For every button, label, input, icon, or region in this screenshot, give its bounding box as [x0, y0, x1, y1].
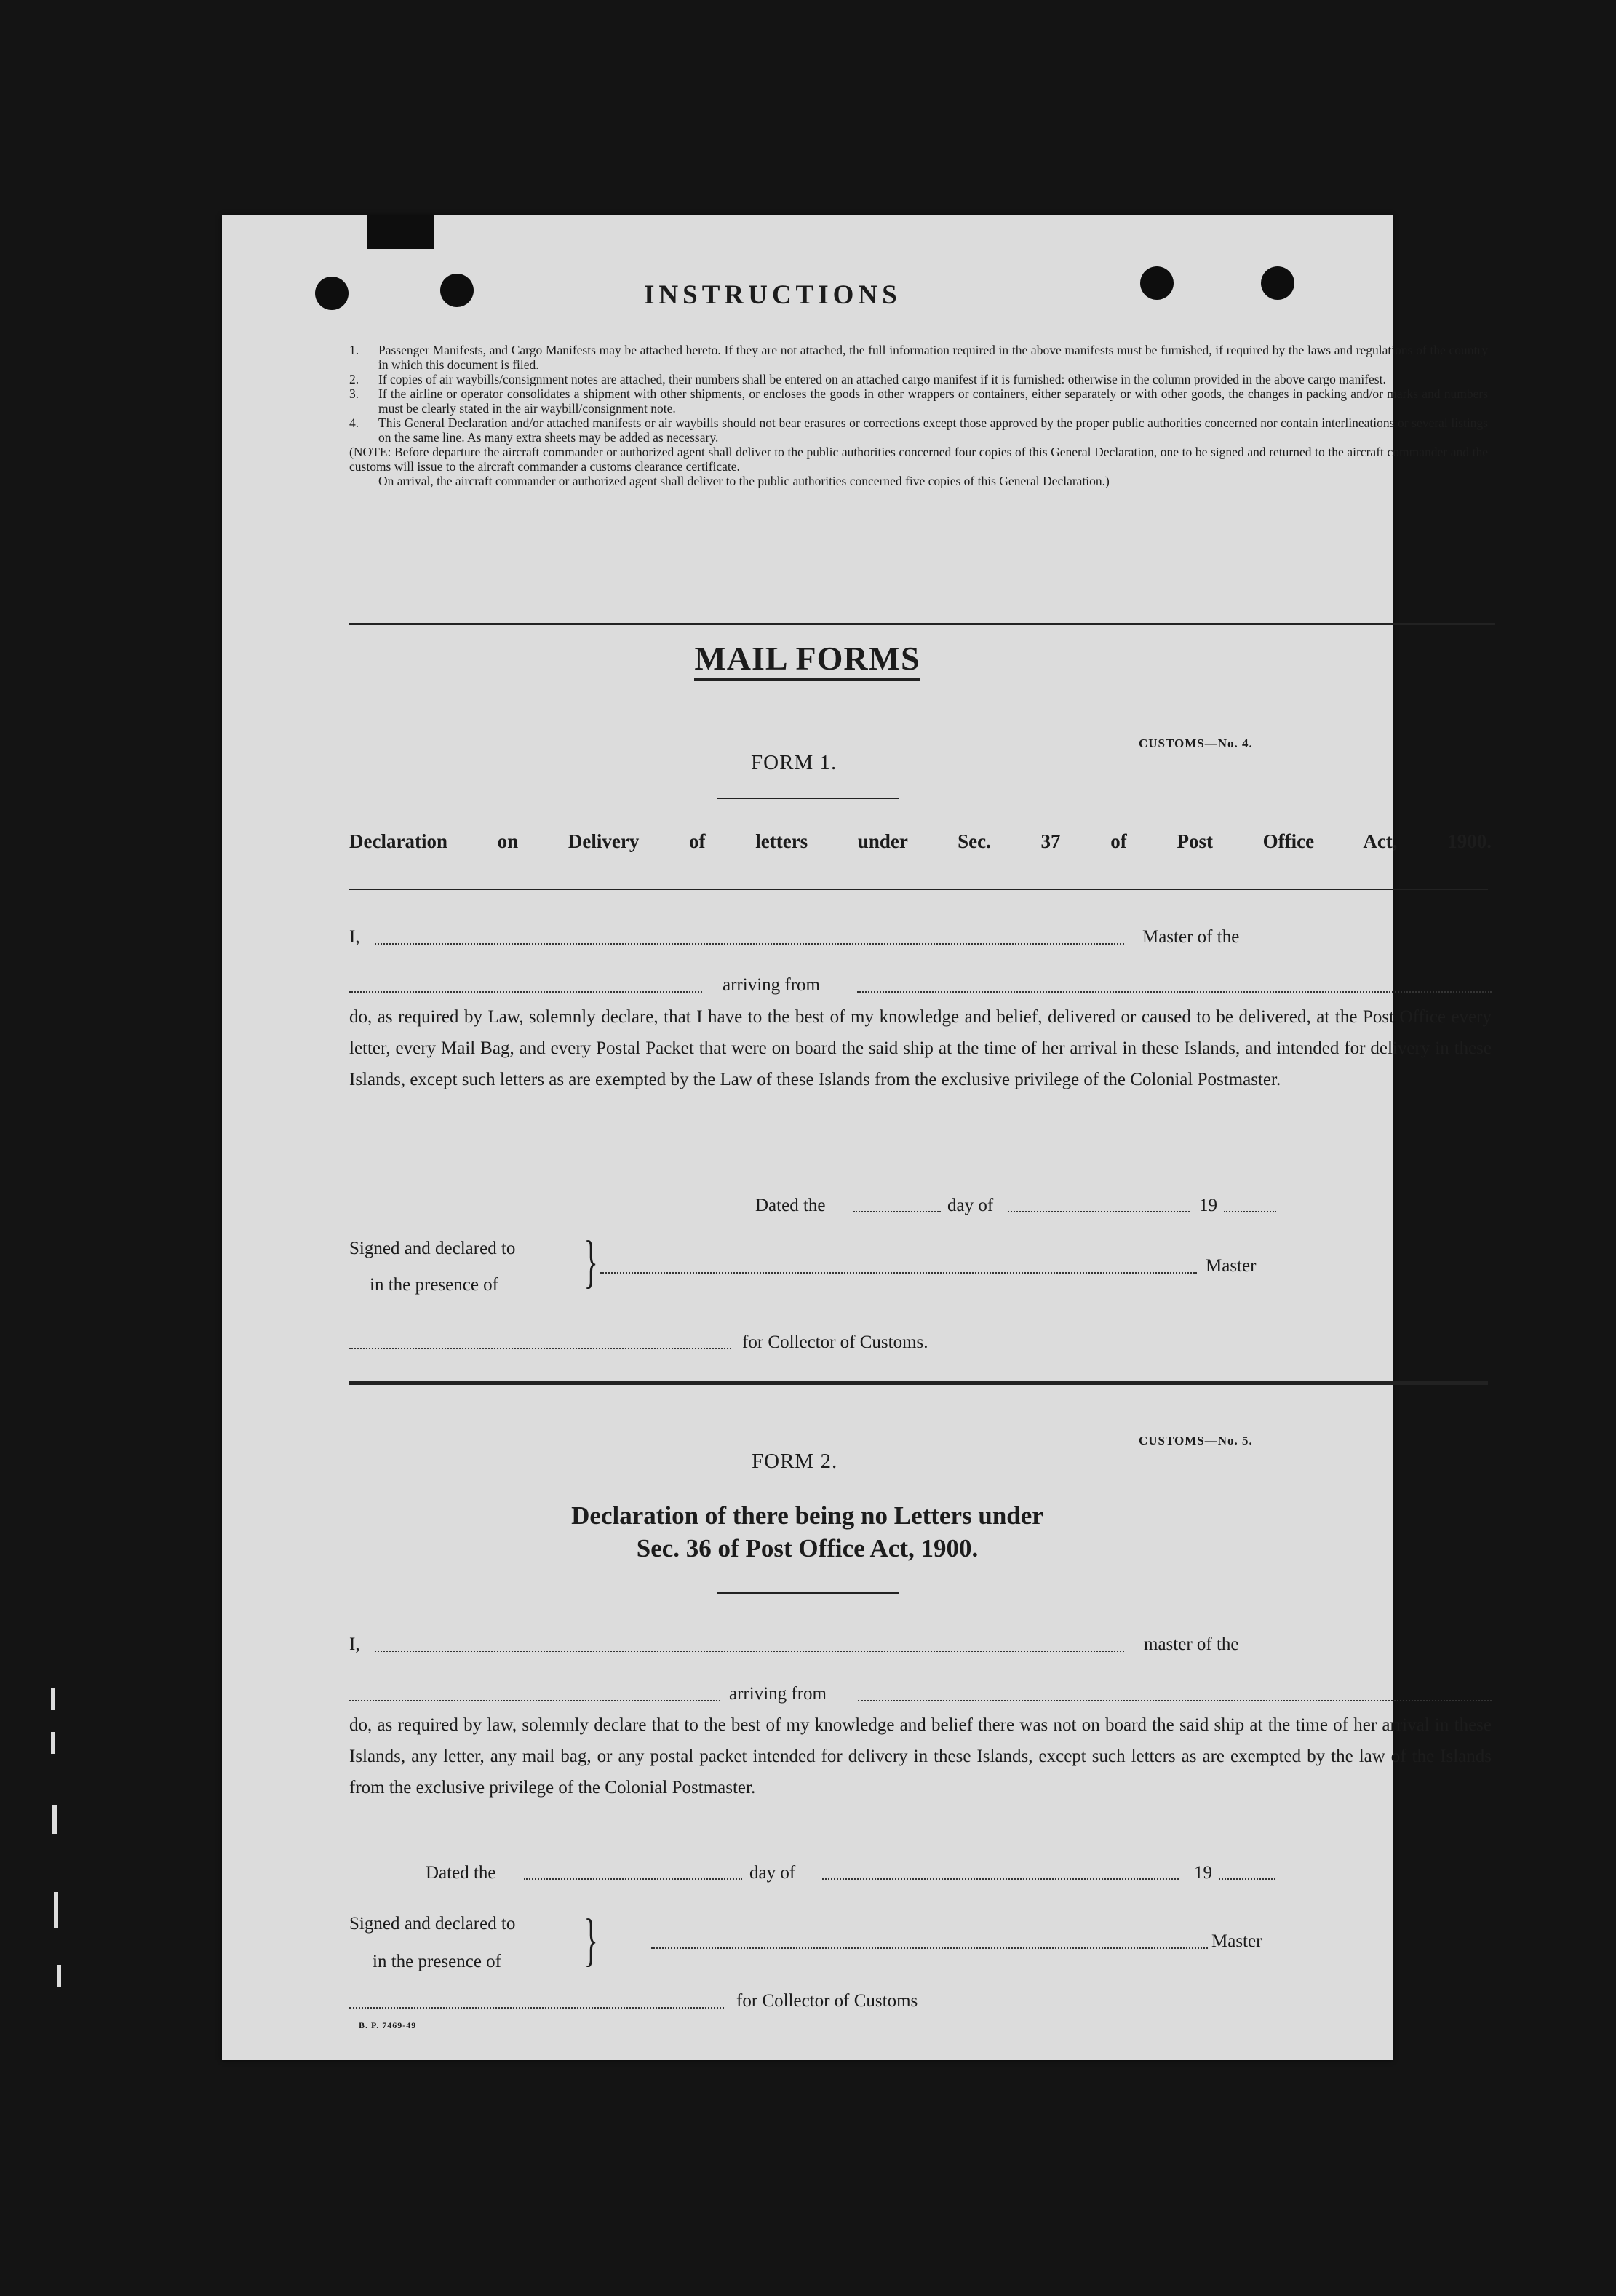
form2-i-label: I,: [349, 1634, 360, 1654]
form2-title-line1: Declaration of there being no Letters under: [571, 1501, 1043, 1530]
form1-date-field[interactable]: [853, 1211, 941, 1212]
form2-collector-label: for Collector of Customs: [736, 1991, 918, 2011]
form2-title: [222, 1499, 1393, 1565]
form1-signed-label: Signed and declared to: [349, 1239, 516, 1258]
form1-declaration-paragraph: do, as required by Law, solemnly declare, that I have to the best of my knowledge and belief, delivered or caused to be delivered, at the Post Office every letter, every Mail Bag, and every Postal Packet that were on board the said ship at the time of her arrival in these Islands, and intended for delivery in these Islands, except such letters as are exempted by the Law of these Islands from the exclusive privilege of the Colonial Postmaster.: [349, 1007, 1492, 1089]
form1-dated-the: Dated the: [755, 1196, 826, 1215]
punch-hole-right: [1261, 266, 1294, 300]
form2-month-field[interactable]: [822, 1878, 1179, 1880]
footer-print-code: B. P. 7469-49: [359, 2020, 417, 2030]
instruction-number: 3.: [349, 386, 359, 401]
instruction-item: [349, 372, 1488, 386]
form2-name-field[interactable]: [375, 1651, 1124, 1652]
instruction-note: (NOTE: Before departure the aircraft commander or authorized agent shall deliver to the public authorities concerned four copies of this General Declaration, one to be signed and returned to the aircraft commander and the customs will issue to the aircraft commander a customs clearance certificate.: [349, 445, 1488, 474]
scan-artifact: [52, 1805, 57, 1834]
form1-title: Declaration on Delivery of letters under Sec. 37 of Post Office Act, 1900.: [349, 830, 1492, 852]
form2-title-line2: Sec. 36 of Post Office Act, 1900.: [636, 1534, 979, 1562]
form2-title-rule: [717, 1592, 899, 1594]
scan-artifact: [51, 1732, 55, 1754]
punch-hole-center-right: [1140, 266, 1174, 300]
form2-day-of: day of: [749, 1863, 796, 1883]
document-page: [222, 215, 1492, 2060]
form1-day-of: day of: [947, 1196, 994, 1215]
mail-forms-title: MAIL FORMS: [222, 639, 1393, 678]
instructions-title: INSTRUCTIONS: [644, 280, 901, 310]
form1-month-field[interactable]: [1008, 1211, 1190, 1212]
instruction-item: [349, 386, 1488, 416]
instruction-text: If the airline or operator consolidates a shipment with other shipments, or encloses the goods in other wrappers or containers, either separately or with other goods, the changes in packing and/or marks and numbers must be clearly stated in the air waybill/consignment note.: [378, 386, 1488, 416]
instruction-note-2: On arrival, the aircraft commander or authorized agent shall deliver to the public authorities concerned five copies of this General Declaration.): [378, 474, 1110, 488]
scan-artifact: [54, 1892, 58, 1928]
form2-master-field[interactable]: [651, 1947, 1208, 1949]
form1-ship-field[interactable]: [349, 991, 702, 993]
form1-i-label: I,: [349, 927, 360, 947]
form2-date-field[interactable]: [524, 1878, 742, 1880]
scan-artifact: [57, 1965, 61, 1987]
form1-collector-label: for Collector of Customs.: [742, 1332, 928, 1352]
form1-name-field[interactable]: [375, 943, 1124, 945]
instruction-text: If copies of air waybills/consignment notes are attached, their numbers shall be entered on an attached cargo manifest if it is furnished: otherwise in the column provided in the above cargo manifest.: [378, 372, 1386, 386]
form1-collector-field[interactable]: [349, 1348, 731, 1349]
divider: [349, 623, 1495, 625]
form2-dated-the: Dated the: [426, 1863, 496, 1883]
instruction-text: Passenger Manifests, and Cargo Manifests may be attached hereto. If they are not attached, the full information required in the above manifests must be furnished, if required by the laws and regulations of the country in which this document is filed.: [378, 343, 1488, 372]
form2-heading: FORM 2.: [752, 1450, 838, 1473]
instructions-list: [349, 343, 1488, 488]
instruction-number: 1.: [349, 343, 359, 357]
form1-year-field[interactable]: [1224, 1211, 1276, 1212]
form2-master-label: Master: [1211, 1931, 1262, 1951]
form1-year-prefix: 19: [1199, 1196, 1217, 1215]
punch-hole-center-left: [440, 274, 474, 307]
form1-origin-field[interactable]: [857, 991, 1492, 993]
form2-ship-field[interactable]: [349, 1700, 720, 1701]
form2-collector-field[interactable]: [349, 2007, 724, 2009]
form2-presence-label: in the presence of: [373, 1952, 502, 1971]
paper-tab: [367, 215, 434, 249]
form1-master-field[interactable]: [600, 1272, 1197, 1274]
form2-arriving-from: arriving from: [729, 1684, 827, 1704]
form2-year-field[interactable]: [1219, 1878, 1275, 1880]
scan-artifact: [51, 1688, 55, 1710]
form2-customs-number: CUSTOMS—No. 5.: [1139, 1434, 1253, 1447]
instruction-number: 4.: [349, 416, 359, 430]
form1-customs-number: CUSTOMS—No. 4.: [1139, 736, 1253, 750]
instruction-number: 2.: [349, 372, 359, 386]
form1-master-of-the: Master of the: [1142, 927, 1240, 947]
form1-heading-rule: [717, 798, 899, 799]
instruction-item: [349, 343, 1488, 372]
form2-brace: }: [584, 1908, 598, 1972]
form1-master-label: Master: [1206, 1256, 1257, 1276]
form1-arriving-from: arriving from: [723, 975, 820, 995]
form-separator: [349, 1381, 1488, 1385]
form2-declaration-paragraph: do, as required by law, solemnly declare that to the best of my knowledge and belief there was not on board the said ship at the time of her arrival in these Islands, any letter, any mail bag, or any postal packet intended for delivery in these Islands, except such letters as are exempted by the law of the Islands from the exclusive privilege of the Colonial Postmaster.: [349, 1715, 1492, 1798]
form2-origin-field[interactable]: [858, 1700, 1492, 1701]
form2-master-of-the: master of the: [1144, 1634, 1239, 1654]
form1-heading: FORM 1.: [751, 751, 837, 774]
form1-brace: }: [584, 1230, 598, 1294]
form1-presence-label: in the presence of: [370, 1275, 499, 1295]
instruction-item: [349, 416, 1488, 445]
form2-year-prefix: 19: [1194, 1863, 1212, 1883]
form1-title-rule: [349, 889, 1488, 890]
instruction-text: This General Declaration and/or attached manifests or air waybills should not bear erasures or corrections except those approved by the proper public authorities concerned nor contain interlineations or several listings on the same line. As many extra sheets may be added as necessary.: [378, 416, 1488, 445]
punch-hole-left: [315, 277, 349, 310]
form2-signed-label: Signed and declared to: [349, 1914, 516, 1934]
